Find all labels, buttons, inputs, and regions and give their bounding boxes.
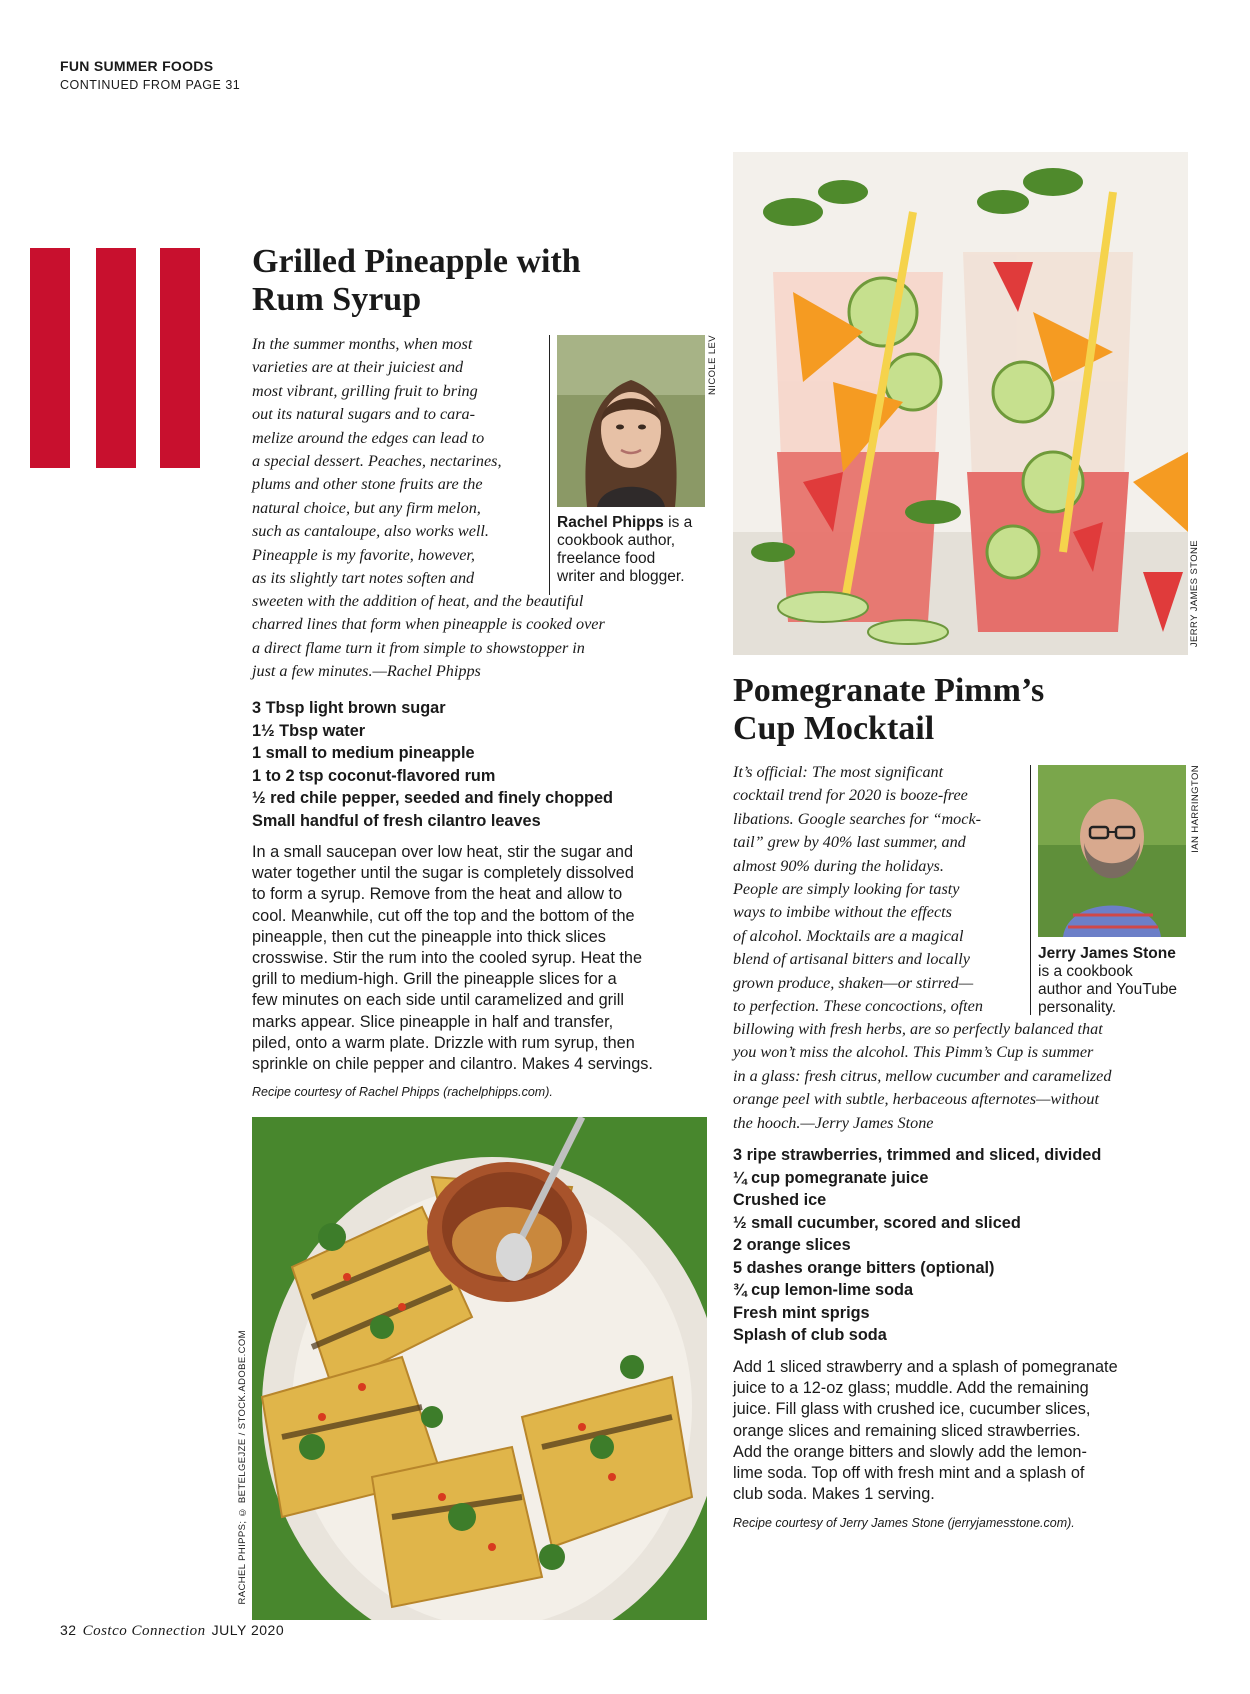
- recipe2-title: Pomegranate Pimm’s Cup Mocktail: [733, 672, 1045, 747]
- recipe2-intro-top: It’s official: The most significant cocktail trend for 2020 is booze-free libations. Google searches for “mock- tail” grew by 40% last summer, and almost 90% during the holidays. People are simply looking for tasty ways to imbibe without the effects of alcohol. Mocktails are a magical blend of artisanal bitters and locally grown produce, shaken—or stirred— to perfection. These concoctions, often: [733, 763, 983, 1016]
- author-divider-2: [1030, 765, 1031, 1015]
- jerry-bio: Jerry James Stone is a cookbook author and YouTube personality.: [1038, 945, 1178, 1016]
- recipe1-intro-top: In the summer months, when most varieties are at their juiciest and most vibrant, grilling fruit to bring out its natural sugars and to cara- melize around the edges can lead to a special dessert. Peaches, nectarines, plums and other stone fruits are the natural choice, but any firm melon, such as cantaloupe, also works well. Pineapple is my favorite, however, as its slightly tart notes soften and: [252, 335, 502, 588]
- ingredient: 2 orange slices: [733, 1236, 851, 1254]
- rachel-name: Rachel Phipps: [557, 514, 664, 531]
- section-header: FUN SUMMER FOODS: [60, 58, 214, 74]
- jerry-name: Jerry James Stone: [1038, 945, 1176, 962]
- recipe2-intro-bottom: billowing with fresh herbs, are so perfectly balanced that you won’t miss the alcohol. This Pimm’s Cup is summer in a glass: fresh citrus, mellow cucumber and caramelized orange peel with subtle, herbaceous afternotes—without the hooch.—Jerry James Stone: [733, 1020, 1112, 1132]
- decorative-bar-1: [30, 248, 70, 468]
- author-divider: [549, 335, 550, 595]
- ingredient: 5 dashes orange bitters (optional): [733, 1258, 995, 1277]
- issue-date: JULY 2020: [211, 1622, 285, 1638]
- page-number: 32: [60, 1622, 77, 1638]
- ingredient: 1½ Tbsp water: [252, 721, 366, 740]
- rachel-bio: Rachel Phipps is a cookbook author, freelance food writer and blogger.: [557, 514, 693, 585]
- ingredient: 1 small to medium pineapple: [252, 744, 475, 762]
- ingredient: Small handful of fresh cilantro leaves: [252, 811, 541, 830]
- jerry-james-stone-portrait: [1038, 765, 1186, 937]
- ingredient: Crushed ice: [733, 1191, 827, 1209]
- recipe2-directions: Add 1 sliced strawberry and a splash of pomegranate juice to a 12-oz glass; muddle. Add the remaining juice. Fill glass with crushed ice, cucumber slices, orange slices and remaining sliced strawberries. Add the orange bitters and slowly add the lemon- lime soda. Top off with fresh mint and a splash of club soda. Makes 1 serving.: [733, 1358, 1118, 1504]
- grilled-pineapple-photo: [252, 1117, 707, 1620]
- decorative-bar-3: [160, 248, 200, 468]
- jerry-photo-credit: IAN HARRINGTON: [1190, 765, 1201, 853]
- ingredient: ½ small cucumber, scored and sliced: [733, 1213, 1021, 1232]
- ingredient: Fresh mint sprigs: [733, 1303, 870, 1322]
- ingredient: 1 to 2 tsp coconut-flavored rum: [252, 766, 496, 785]
- continued-note: CONTINUED FROM PAGE 31: [60, 78, 241, 92]
- recipe1-courtesy: Recipe courtesy of Rachel Phipps (rachelphipps.com).: [252, 1085, 553, 1099]
- rachel-phipps-portrait: [557, 335, 705, 507]
- rachel-photo-credit: NICOLE LEV: [707, 335, 718, 395]
- recipe1-directions: In a small saucepan over low heat, stir the sugar and water together until the sugar is completely dissolved to form a syrup. Remove from the heat and allow to cool. Meanwhile, cut off the top and the bottom of the pineapple, then cut the pineapple into thick slices crosswise. Stir the rum into the cooled syrup. Heat the grill to medium-high. Grill the pineapple slices for a few minutes on each side until caramelized and grill marks appear. Slice pineapple in half and transfer, piled, onto a warm plate. Drizzle with rum syrup, then sprinkle on chile pepper and cilantro. Makes 4 servings.: [252, 843, 653, 1074]
- recipe2-courtesy: Recipe courtesy of Jerry James Stone (jerryjamesstone.com).: [733, 1516, 1075, 1530]
- recipe2-ingredients: [733, 1144, 1193, 1347]
- ingredient: Splash of club soda: [733, 1326, 887, 1344]
- page-footer: [60, 1622, 284, 1640]
- pimms-cup-photo: [733, 152, 1188, 655]
- magazine-name: Costco Connection: [82, 1623, 206, 1639]
- ingredient: 3 ripe strawberries, trimmed and sliced, divided: [733, 1146, 1102, 1164]
- ingredient: ½ red chile pepper, seeded and finely chopped: [252, 789, 614, 807]
- recipe1-intro-bottom: sweeten with the addition of heat, and the beautiful charred lines that form when pineapple is cooked over a direct flame turn it from simple to showstopper in just a few minutes.—Rachel Phipps: [252, 592, 605, 681]
- decorative-bar-2: [96, 248, 136, 468]
- ingredient: ¼ cup pomegranate juice: [733, 1168, 929, 1187]
- pineapple-photo-credit: RACHEL PHIPPS; © BETELGEJZE / STOCK.ADOBE.COM: [237, 1330, 248, 1605]
- recipe1-ingredients: [252, 697, 722, 832]
- drinks-photo-credit: JERRY JAMES STONE: [1189, 540, 1200, 648]
- ingredient: ¾ cup lemon-lime soda: [733, 1281, 914, 1299]
- ingredient: 3 Tbsp light brown sugar: [252, 699, 446, 717]
- recipe1-title: Grilled Pineapple with Rum Syrup: [252, 243, 581, 318]
